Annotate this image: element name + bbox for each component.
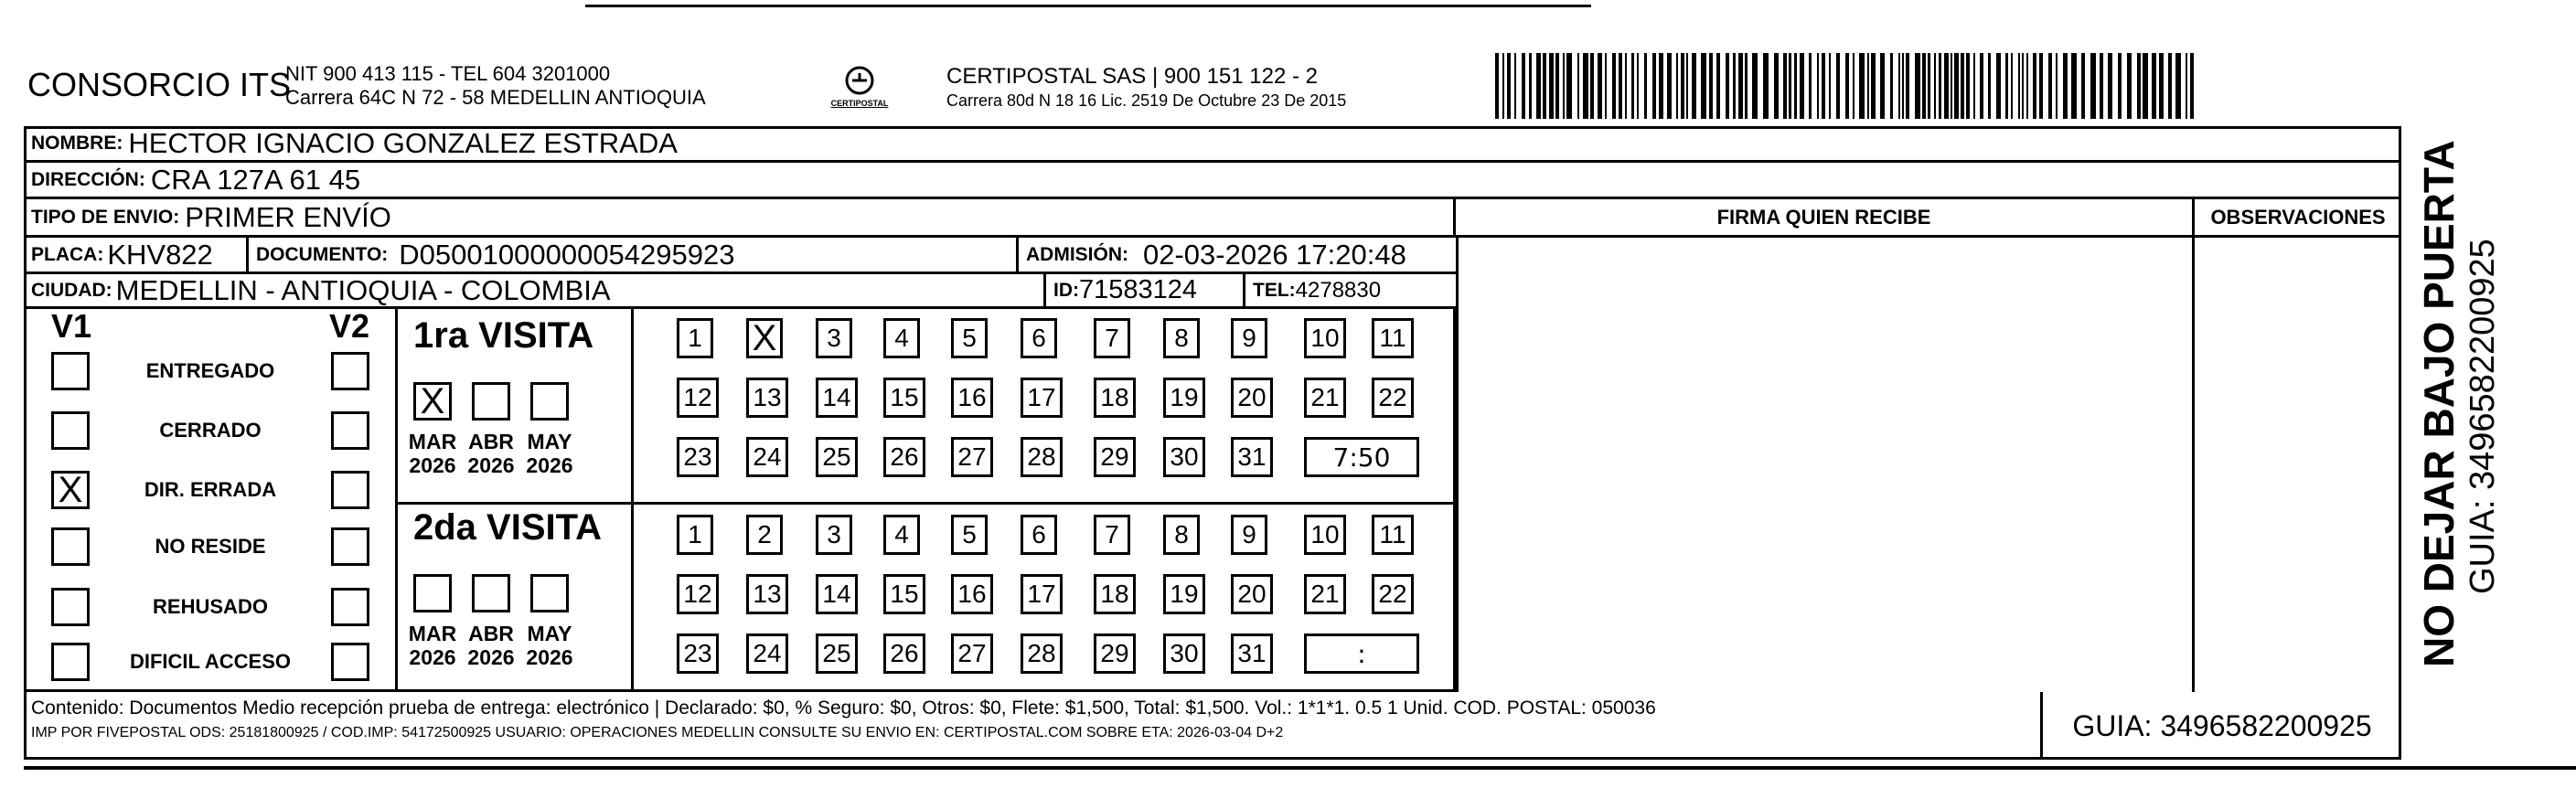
time-value: : bbox=[1357, 638, 1366, 669]
day-box[interactable]: 18 bbox=[1094, 378, 1136, 418]
barcode-bar bbox=[1566, 53, 1572, 119]
day-box[interactable]: 27 bbox=[951, 437, 993, 477]
barcode-bar bbox=[1738, 53, 1743, 119]
day-box[interactable]: 7 bbox=[1094, 318, 1130, 358]
barcode bbox=[1495, 53, 2199, 119]
barcode-bar bbox=[1709, 53, 1713, 119]
barcode-bar bbox=[1619, 53, 1622, 119]
barcode-bar bbox=[1789, 53, 1791, 119]
second-visit-title: 2da VISITA bbox=[413, 507, 602, 548]
ciudad-label: CIUDAD: bbox=[31, 279, 112, 301]
day-box[interactable]: 23 bbox=[677, 634, 719, 674]
barcode-bar bbox=[2011, 53, 2013, 119]
ciudad-cell bbox=[24, 274, 1046, 309]
day-box[interactable]: 23 bbox=[677, 437, 719, 477]
month-label bbox=[523, 622, 576, 669]
barcode-bar bbox=[2127, 53, 2132, 119]
day-box[interactable]: 5 bbox=[951, 318, 988, 358]
barcode-bar bbox=[1555, 53, 1559, 119]
barcode-bar bbox=[2190, 53, 2194, 119]
day-box[interactable]: 4 bbox=[883, 318, 920, 358]
barcode-bar bbox=[1944, 53, 1949, 119]
day-box[interactable]: 3 bbox=[816, 318, 852, 358]
firma-header: FIRMA QUIEN RECIBE bbox=[1456, 199, 2195, 238]
barcode-bar bbox=[1522, 53, 1525, 119]
barcode-bar bbox=[1898, 53, 1900, 119]
tel-value: 4278830 bbox=[1295, 277, 1382, 303]
footer-info bbox=[24, 692, 2043, 760]
month-name: MAR bbox=[408, 622, 457, 645]
barcode-bar bbox=[1502, 53, 1504, 119]
month-year: 2026 bbox=[409, 453, 456, 477]
month-year: 2026 bbox=[467, 645, 515, 669]
barcode-bar bbox=[2118, 53, 2122, 119]
barcode-bar bbox=[2186, 53, 2187, 119]
month-label bbox=[523, 430, 576, 477]
barcode-bar bbox=[1716, 53, 1720, 119]
month-checkbox[interactable] bbox=[413, 574, 452, 612]
direccion-value: CRA 127A 61 45 bbox=[150, 163, 361, 196]
barcode-bar bbox=[2090, 53, 2096, 119]
day-box[interactable]: 3 bbox=[816, 515, 852, 555]
company-info bbox=[285, 62, 706, 110]
day-box[interactable]: 19 bbox=[1163, 378, 1205, 418]
day-box[interactable]: 31 bbox=[1231, 634, 1273, 674]
barcode-bar bbox=[1867, 53, 1869, 119]
day-box[interactable]: 1 bbox=[677, 515, 713, 555]
status-label: CERRADO bbox=[159, 419, 262, 442]
v2-checkbox[interactable] bbox=[331, 471, 369, 509]
v2-checkbox[interactable] bbox=[331, 352, 369, 390]
check-mark: X bbox=[420, 381, 445, 421]
month-name: ABR bbox=[468, 430, 514, 453]
day-box[interactable]: 25 bbox=[816, 437, 858, 477]
v1-checkbox[interactable] bbox=[51, 588, 90, 626]
day-box[interactable]: 16 bbox=[951, 378, 993, 418]
time-box[interactable] bbox=[1304, 634, 1419, 674]
divider-visits bbox=[395, 502, 1456, 505]
barcode-bar bbox=[1590, 53, 1594, 119]
day-box[interactable]: 12 bbox=[677, 574, 719, 614]
day-box[interactable]: 21 bbox=[1304, 378, 1346, 418]
first-visit-title: 1ra VISITA bbox=[413, 315, 594, 356]
barcode-bar bbox=[1507, 53, 1511, 119]
month-label bbox=[465, 430, 518, 477]
barcode-bar bbox=[1701, 53, 1706, 119]
day-box[interactable]: 11 bbox=[1372, 318, 1414, 358]
nombre-label: NOMBRE: bbox=[31, 132, 123, 154]
barcode-bar bbox=[1928, 53, 1930, 119]
placa-value: KHV822 bbox=[107, 238, 213, 271]
barcode-bar bbox=[1871, 53, 1876, 119]
id-cell bbox=[1046, 274, 1245, 309]
barcode-bar bbox=[1988, 53, 1991, 119]
barcode-bar bbox=[1652, 53, 1656, 119]
barcode-bar bbox=[2018, 53, 2020, 119]
day-box[interactable]: 24 bbox=[746, 634, 788, 674]
month-year: 2026 bbox=[467, 453, 515, 477]
day-box[interactable]: 26 bbox=[883, 634, 925, 674]
day-box[interactable]: 22 bbox=[1372, 378, 1414, 418]
barcode-bar bbox=[1809, 53, 1812, 119]
v2-checkbox[interactable] bbox=[331, 588, 369, 626]
v2-checkbox[interactable] bbox=[331, 527, 369, 566]
company-address: Carrera 64C N 72 - 58 MEDELLIN ANTIOQUIA bbox=[285, 86, 706, 109]
admision-label: ADMISIÓN: bbox=[1026, 243, 1128, 265]
month-name: MAY bbox=[527, 430, 572, 453]
day-box[interactable]: 11 bbox=[1372, 515, 1414, 555]
day-box[interactable]: 10 bbox=[1304, 515, 1346, 555]
day-box[interactable]: 15 bbox=[883, 378, 925, 418]
v1-checkbox[interactable] bbox=[51, 411, 90, 450]
month-checkbox[interactable] bbox=[472, 574, 510, 612]
direccion-label: DIRECCIÓN: bbox=[31, 168, 145, 190]
firma-area bbox=[1456, 238, 2195, 692]
barcode-bar bbox=[1794, 53, 1797, 119]
divider-months bbox=[631, 309, 634, 692]
barcode-bar bbox=[1612, 53, 1616, 119]
barcode-bar bbox=[2159, 53, 2164, 119]
status-label: REHUSADO bbox=[153, 595, 268, 618]
day-box[interactable]: 27 bbox=[951, 634, 993, 674]
month-name: MAY bbox=[527, 622, 572, 645]
status-label: DIFICIL ACCESO bbox=[129, 650, 291, 673]
nombre-value: HECTOR IGNACIO GONZALEZ ESTRADA bbox=[128, 126, 678, 159]
barcode-bar bbox=[1829, 53, 1831, 119]
day-box[interactable]: 22 bbox=[1372, 574, 1414, 614]
certipostal-logo bbox=[828, 64, 892, 115]
barcode-bar bbox=[1631, 53, 1634, 119]
month-checkbox[interactable] bbox=[530, 574, 569, 612]
tel-label: TEL: bbox=[1253, 279, 1296, 301]
day-box[interactable]: 9 bbox=[1231, 318, 1267, 358]
barcode-bar bbox=[2175, 53, 2181, 119]
barcode-bar bbox=[1659, 53, 1663, 119]
barcode-bar bbox=[1915, 53, 1920, 119]
barcode-bar bbox=[1922, 53, 1926, 119]
day-box[interactable]: 13 bbox=[746, 574, 788, 614]
barcode-bar bbox=[1495, 53, 1499, 119]
observaciones-header: OBSERVACIONES bbox=[2195, 199, 2401, 238]
barcode-bar bbox=[1961, 53, 1964, 119]
day-box[interactable]: 14 bbox=[816, 378, 858, 418]
company-nit: NIT 900 413 115 - TEL 604 3201000 bbox=[285, 62, 611, 85]
day-box[interactable]: 21 bbox=[1304, 574, 1346, 614]
barcode-bar bbox=[1951, 53, 1952, 119]
admision-cell bbox=[1019, 238, 1456, 274]
time-value: 7:50 bbox=[1332, 442, 1391, 473]
barcode-bar bbox=[1583, 53, 1588, 119]
barcode-bar bbox=[1902, 53, 1904, 119]
footer-imp: IMP POR FIVEPOSTAL ODS: 25181800925 / COD.IMP: 54172500925 USUARIO: OPERACIONES MEDELLIN CONSULTE SU ENVIO EN: CERTIPOSTAL.COM SOBRE ETA: 2026-03-04 D+2 bbox=[31, 725, 1284, 740]
v1-checkbox[interactable] bbox=[51, 643, 90, 681]
barcode-bar bbox=[2143, 53, 2148, 119]
observaciones-area bbox=[2195, 238, 2401, 692]
barcode-bar bbox=[1853, 53, 1855, 119]
day-box[interactable]: 8 bbox=[1163, 515, 1200, 555]
barcode-bar bbox=[1667, 53, 1672, 119]
carrier-name: CERTIPOSTAL SAS | 900 151 122 - 2 bbox=[946, 64, 1318, 89]
barcode-bar bbox=[1954, 53, 1959, 119]
day-box[interactable]: 6 bbox=[1021, 515, 1057, 555]
barcode-bar bbox=[1822, 53, 1825, 119]
side-notice: NO DEJAR BAJO PUERTA bbox=[2415, 140, 2463, 667]
day-box[interactable]: 20 bbox=[1231, 574, 1273, 614]
tipo-value: PRIMER ENVÍO bbox=[185, 200, 391, 233]
day-box[interactable]: 13 bbox=[746, 378, 788, 418]
day-box[interactable]: 30 bbox=[1163, 437, 1205, 477]
status-label: NO RESIDE bbox=[155, 535, 266, 558]
ciudad-value: MEDELLIN - ANTIOQUIA - COLOMBIA bbox=[115, 274, 611, 306]
barcode-bar bbox=[1637, 53, 1639, 119]
month-year: 2026 bbox=[526, 645, 573, 669]
barcode-bar bbox=[1598, 53, 1602, 119]
barcode-bar bbox=[2056, 53, 2058, 119]
id-value: 71583124 bbox=[1079, 275, 1198, 304]
day-box[interactable]: 5 bbox=[951, 515, 988, 555]
month-checkbox[interactable] bbox=[472, 382, 510, 421]
barcode-bar bbox=[1859, 53, 1865, 119]
barcode-bar bbox=[2033, 53, 2036, 119]
barcode-bar bbox=[1686, 53, 1688, 119]
placa-label: PLACA: bbox=[31, 243, 104, 265]
barcode-bar bbox=[1783, 53, 1787, 119]
month-name: ABR bbox=[468, 622, 514, 645]
tipo-label: TIPO DE ENVIO: bbox=[31, 206, 180, 228]
day-box[interactable]: 1 bbox=[677, 318, 713, 358]
barcode-bar bbox=[1644, 53, 1647, 119]
documento-value: D05001000000054295923 bbox=[399, 238, 735, 271]
barcode-bar bbox=[2026, 53, 2028, 119]
divider-status bbox=[395, 309, 398, 692]
barcode-bar bbox=[1605, 53, 1607, 119]
status-label: DIR. ERRADA bbox=[144, 478, 277, 501]
barcode-bar bbox=[1890, 53, 1893, 119]
day-box[interactable]: 29 bbox=[1094, 437, 1136, 477]
day-box[interactable] bbox=[746, 318, 783, 358]
barcode-bar bbox=[2039, 53, 2043, 119]
barcode-icon bbox=[1495, 53, 2199, 119]
side-guia: GUIA: 3496582200925 bbox=[2464, 239, 2502, 594]
barcode-bar bbox=[1934, 53, 1936, 119]
barcode-bar bbox=[1536, 53, 1541, 119]
barcode-bar bbox=[1973, 53, 1975, 119]
month-year: 2026 bbox=[526, 453, 573, 477]
nombre-row bbox=[24, 126, 2401, 163]
day-box[interactable]: 10 bbox=[1304, 318, 1346, 358]
month-label bbox=[406, 622, 459, 669]
documento-label: DOCUMENTO: bbox=[256, 243, 389, 265]
day-box[interactable]: 31 bbox=[1231, 437, 1273, 477]
barcode-bar bbox=[1514, 53, 1516, 119]
barcode-bar bbox=[1625, 53, 1627, 119]
month-label bbox=[465, 622, 518, 669]
tipo-row bbox=[24, 199, 1456, 238]
barcode-bar bbox=[2081, 53, 2085, 119]
barcode-bar bbox=[2152, 53, 2156, 119]
logo-caption: CERTIPOSTAL bbox=[830, 99, 889, 108]
barcode-bar bbox=[1966, 53, 1970, 119]
barcode-bar bbox=[1676, 53, 1678, 119]
bottom-edge-line bbox=[24, 766, 2576, 770]
day-box[interactable]: 2 bbox=[746, 515, 783, 555]
barcode-bar bbox=[1763, 53, 1769, 119]
barcode-bar bbox=[1733, 53, 1736, 119]
barcode-bar bbox=[1996, 53, 2001, 119]
day-box[interactable]: 4 bbox=[883, 515, 920, 555]
v2-checkbox[interactable] bbox=[331, 411, 369, 450]
footer-contenido: Contenido: Documentos Medio recepción prueba de entrega: electrónico | Declarado: $0, % Seguro: $0, Otros: $0, Flete: $1,500, Total: $1,500. Vol.: 1*1*1. 0.5 1 Unid. COD. POSTAL: 050036 bbox=[31, 697, 1656, 719]
day-box[interactable]: 30 bbox=[1163, 634, 1205, 674]
status-label: ENTREGADO bbox=[145, 359, 275, 382]
id-label: ID: bbox=[1053, 279, 1079, 301]
day-box[interactable]: 19 bbox=[1163, 574, 1205, 614]
day-box[interactable]: 28 bbox=[1021, 634, 1063, 674]
barcode-bar bbox=[2137, 53, 2141, 119]
barcode-bar bbox=[1563, 53, 1565, 119]
barcode-bar bbox=[1845, 53, 1849, 119]
day-box[interactable]: 15 bbox=[883, 574, 925, 614]
time-box[interactable] bbox=[1304, 437, 1419, 477]
barcode-bar bbox=[1980, 53, 1983, 119]
check-mark: X bbox=[58, 470, 83, 510]
day-box[interactable]: 18 bbox=[1094, 574, 1136, 614]
barcode-bar bbox=[1681, 53, 1684, 119]
barcode-bar bbox=[1745, 53, 1748, 119]
barcode-bar bbox=[1836, 53, 1840, 119]
month-name: MAR bbox=[408, 430, 457, 453]
v1-header: V1 bbox=[51, 307, 92, 345]
carrier-info bbox=[946, 64, 1346, 111]
v1-checkbox[interactable] bbox=[51, 352, 90, 390]
barcode-bar bbox=[2005, 53, 2008, 119]
v1-checkbox[interactable] bbox=[51, 527, 90, 566]
day-box[interactable]: 28 bbox=[1021, 437, 1063, 477]
barcode-bar bbox=[2022, 53, 2024, 119]
barcode-bar bbox=[1752, 53, 1758, 119]
day-box[interactable]: 26 bbox=[883, 437, 925, 477]
barcode-bar bbox=[1549, 53, 1554, 119]
day-box[interactable]: 17 bbox=[1021, 378, 1063, 418]
barcode-bar bbox=[2071, 53, 2077, 119]
barcode-bar bbox=[1726, 53, 1729, 119]
month-year: 2026 bbox=[409, 645, 456, 669]
barcode-bar bbox=[1774, 53, 1779, 119]
tel-cell bbox=[1245, 274, 1456, 309]
day-box[interactable]: 6 bbox=[1021, 318, 1057, 358]
day-box[interactable]: 25 bbox=[816, 634, 858, 674]
barcode-bar bbox=[1939, 53, 1941, 119]
barcode-bar bbox=[1577, 53, 1579, 119]
barcode-bar bbox=[1906, 53, 1909, 119]
barcode-bar bbox=[1692, 53, 1696, 119]
check-mark: X bbox=[752, 317, 777, 358]
barcode-bar bbox=[1543, 53, 1546, 119]
barcode-bar bbox=[1800, 53, 1804, 119]
barcode-bar bbox=[2168, 53, 2172, 119]
barcode-bar bbox=[2108, 53, 2112, 119]
day-box[interactable]: 24 bbox=[746, 437, 788, 477]
footer-guia: GUIA: 3496582200925 bbox=[2072, 708, 2372, 742]
barcode-bar bbox=[2048, 53, 2052, 119]
day-box[interactable]: 7 bbox=[1094, 515, 1130, 555]
barcode-bar bbox=[1529, 53, 1532, 119]
month-checkbox[interactable] bbox=[530, 382, 569, 421]
admision-value: 02-03-2026 17:20:48 bbox=[1143, 238, 1406, 271]
barcode-bar bbox=[2063, 53, 2068, 119]
day-box[interactable]: 8 bbox=[1163, 318, 1200, 358]
direccion-row bbox=[24, 163, 2401, 199]
day-box[interactable]: 12 bbox=[677, 378, 719, 418]
day-box[interactable]: 14 bbox=[816, 574, 858, 614]
day-box[interactable]: 9 bbox=[1231, 515, 1267, 555]
v2-checkbox[interactable] bbox=[331, 643, 369, 681]
day-box[interactable]: 20 bbox=[1231, 378, 1273, 418]
top-edge-line bbox=[585, 5, 1591, 7]
month-label bbox=[406, 430, 459, 477]
barcode-bar bbox=[1880, 53, 1885, 119]
day-box[interactable]: 17 bbox=[1021, 574, 1063, 614]
barcode-bar bbox=[2100, 53, 2103, 119]
company-name: CONSORCIO ITS bbox=[27, 66, 292, 103]
documento-cell bbox=[249, 238, 1019, 274]
barcode-bar bbox=[1817, 53, 1819, 119]
placa-cell bbox=[24, 238, 249, 274]
day-box[interactable]: 29 bbox=[1094, 634, 1136, 674]
day-box[interactable]: 16 bbox=[951, 574, 993, 614]
v2-header: V2 bbox=[329, 307, 370, 345]
carrier-license: Carrera 80d N 18 16 Lic. 2519 De Octubre 23 De 2015 bbox=[946, 91, 1347, 110]
